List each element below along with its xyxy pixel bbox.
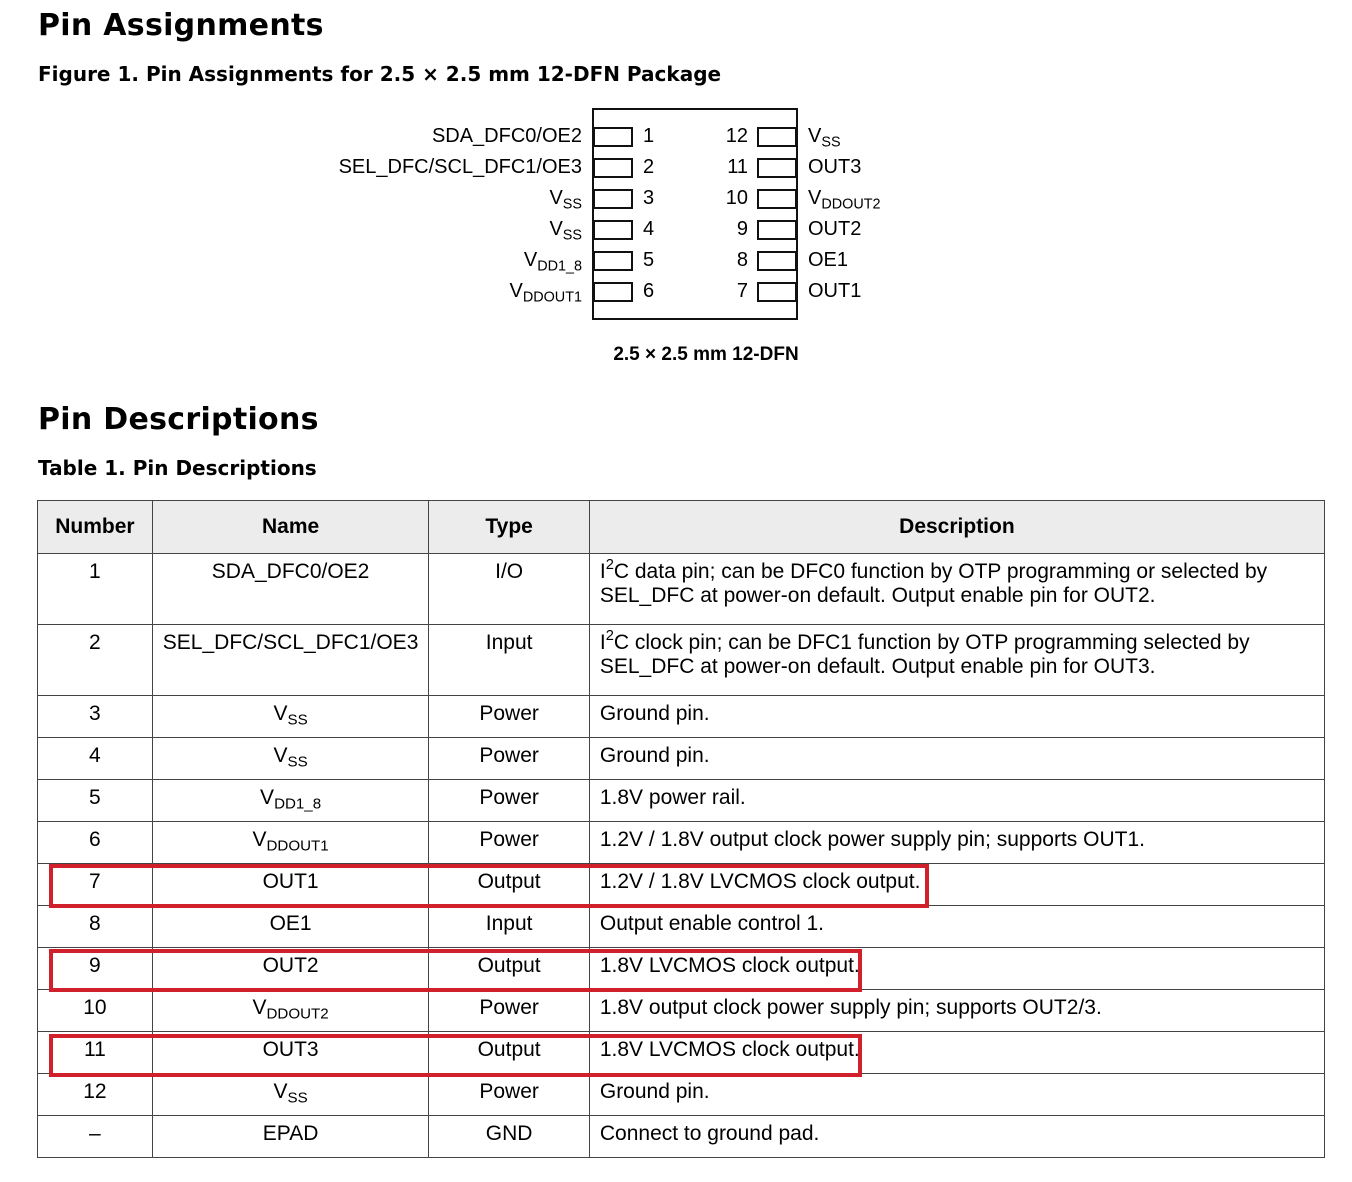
pin-pad-4 [593,220,633,240]
pin-name-label: SDA_DFC0/OE2 [431,125,582,147]
cell-name: SEL_DFC/SCL_DFC1/OE3 [152,625,429,696]
cell-name: OE1 [152,906,429,948]
cell-number: 3 [38,696,153,738]
cell-name: EPAD [152,1116,429,1158]
cell-type: Power [429,990,589,1032]
cell-type: Power [429,1074,589,1116]
column-header-name: Name [152,501,429,554]
cell-description: Connect to ground pad. [589,1116,1324,1158]
cell-description: 1.2V / 1.8V LVCMOS clock output. [589,864,1324,906]
pin-name-label: $V_{SS}$ [808,125,841,151]
pin-name-label: OE1 [808,249,849,271]
pin-number: 5 [643,249,655,271]
pin-name-label: $V_{SS}$ [549,218,582,244]
cell-type: Power [429,822,589,864]
pin-pad-7 [757,282,797,302]
pin-name-label: OUT3 [808,156,862,178]
cell-description: 1.8V power rail. [589,780,1324,822]
cell-type: Power [429,696,589,738]
pin-number: 3 [643,187,655,209]
cell-number: 11 [38,1032,153,1074]
table-row [38,554,1325,625]
cell-description: $I^2C$ clock pin; can be DFC1 function by OTP programming selected by SEL_DFC at power-on default. Output enable pin for OUT3. [589,625,1324,696]
cell-description: Ground pin. [589,696,1324,738]
cell-type: Input [429,625,589,696]
table-row [38,1116,1325,1158]
cell-name: $V_{DD1\_8}$ [152,780,429,822]
column-header-description: Description [589,501,1324,554]
section-heading-pin-assignments: Pin Assignments [38,8,324,43]
table-row [38,1074,1325,1116]
pin-name-label: OUT1 [808,280,862,302]
pin-number: 11 [727,156,748,178]
table-row [38,1032,1325,1074]
pin-name-label: OUT2 [808,218,862,240]
cell-description: Ground pin. [589,738,1324,780]
pin-number: 1 [643,125,655,147]
cell-type: Input [429,906,589,948]
cell-number: 4 [38,738,153,780]
cell-number: 6 [38,822,153,864]
pin-pad-8 [757,251,797,271]
pin-pad-11 [757,158,797,178]
pin-descriptions-table [37,500,1325,1158]
pin-name-label: $V_{DDOUT1}$ [509,280,582,306]
cell-type: Output [429,948,589,990]
pin-diagram [0,0,1352,400]
cell-type: GND [429,1116,589,1158]
cell-name: $V_{SS}$ [152,738,429,780]
table-header-row [38,501,1325,554]
cell-type: Output [429,1032,589,1074]
table-row [38,864,1325,906]
package-caption: 2.5 × 2.5 mm 12-DFN [613,344,799,365]
pin-pad-12 [757,127,797,147]
table-caption: Table 1. Pin Descriptions [38,456,317,480]
pin-number: 10 [725,187,748,209]
section-heading-pin-descriptions: Pin Descriptions [38,402,319,437]
cell-description: 1.8V output clock power supply pin; supports OUT2/3. [589,990,1324,1032]
cell-description: Output enable control 1. [589,906,1324,948]
pin-number: 12 [725,125,748,147]
cell-type: Power [429,780,589,822]
pin-number: 9 [736,218,748,240]
table-row [38,990,1325,1032]
cell-name: $V_{DDOUT1}$ [152,822,429,864]
pin-name-label: $V_{DDOUT2}$ [808,187,881,213]
cell-number: 9 [38,948,153,990]
cell-name: $V_{DDOUT2}$ [152,990,429,1032]
cell-type: Power [429,738,589,780]
pin-name-label: $V_{SS}$ [549,187,582,213]
table-row [38,625,1325,696]
cell-number: 7 [38,864,153,906]
cell-number: 5 [38,780,153,822]
cell-number: 10 [38,990,153,1032]
pin-number: 8 [736,249,748,271]
pin-number: 2 [643,156,655,178]
table-row [38,780,1325,822]
cell-name: OUT3 [152,1032,429,1074]
table-row [38,948,1325,990]
pin-name-label: $V_{DD1\_8}$ [523,249,582,275]
cell-name: OUT2 [152,948,429,990]
cell-description: $I^2C$ data pin; can be DFC0 function by OTP programming or selected by SEL_DFC at power-on default. Output enable pin for OUT2. [589,554,1324,625]
cell-number: – [38,1116,153,1158]
cell-name: SDA_DFC0/OE2 [152,554,429,625]
pin-pad-10 [757,189,797,209]
cell-number: 2 [38,625,153,696]
cell-number: 1 [38,554,153,625]
column-header-number: Number [38,501,153,554]
pin-number: 7 [736,280,748,302]
cell-number: 8 [38,906,153,948]
pin-pad-5 [593,251,633,271]
pin-pad-2 [593,158,633,178]
cell-name: OUT1 [152,864,429,906]
pin-pad-6 [593,282,633,302]
table-row [38,738,1325,780]
cell-name: $V_{SS}$ [152,1074,429,1116]
cell-type: Output [429,864,589,906]
cell-type: I/O [429,554,589,625]
column-header-type: Type [429,501,589,554]
cell-description: 1.8V LVCMOS clock output. [589,1032,1324,1074]
pin-pad-9 [757,220,797,240]
cell-description: Ground pin. [589,1074,1324,1116]
cell-description: 1.2V / 1.8V output clock power supply pin; supports OUT1. [589,822,1324,864]
pin-pad-3 [593,189,633,209]
cell-number: 12 [38,1074,153,1116]
cell-name: $V_{SS}$ [152,696,429,738]
pin-number: 6 [643,280,655,302]
cell-description: 1.8V LVCMOS clock output. [589,948,1324,990]
pin-number: 4 [643,218,655,240]
pin-name-label: SEL_DFC/SCL_DFC1/OE3 [338,156,582,178]
table-row [38,822,1325,864]
table-row [38,906,1325,948]
pin-pad-1 [593,127,633,147]
figure-caption: Figure 1. Pin Assignments for 2.5 × 2.5 mm 12-DFN Package [38,62,722,86]
table-row [38,696,1325,738]
